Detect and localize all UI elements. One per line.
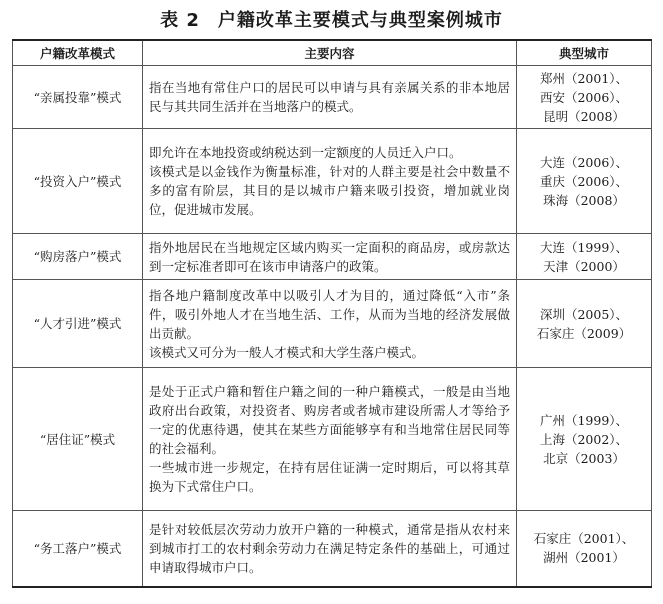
city-entry: 湖州（2001）	[543, 550, 625, 566]
content-paragraph: 即允许在本地投资或纳税达到一定额度的人员迁入户口。	[149, 145, 462, 160]
table-row	[13, 66, 652, 129]
city-entry: 大连（1999）、	[539, 239, 629, 255]
row-content	[143, 66, 517, 129]
table-title	[0, 6, 663, 32]
content-paragraph: 指在当地有常住户口的居民可以申请与具有亲属关系的非本地居民与其共同生活并在当地落户的模式。	[149, 80, 510, 114]
city-entry: 上海（2002）、	[539, 431, 629, 447]
row-cities	[517, 511, 652, 587]
table-number: 表 2	[160, 10, 200, 31]
content-paragraph: 是针对较低层次劳动力放开户籍的一种模式，通常是指从农村来到城市打工的农村剩余劳动力在满足特定条件的基础上，可通过申请取得城市户口。	[149, 521, 510, 575]
header-mode: 户籍改革模式	[13, 40, 143, 66]
table-row	[13, 280, 652, 368]
row-cities	[517, 280, 652, 368]
header-row	[13, 40, 652, 66]
city-entry: 深圳（2005）、	[539, 306, 629, 322]
row-mode: “购房落户”模式	[13, 234, 143, 280]
content-paragraph: 指各地户籍制度改革中以吸引人才为目的，通过降低“入市”条件，吸引外地人才在当地生活、工作，从而为当地的经济发展做出贡献。	[149, 287, 510, 341]
row-content	[143, 511, 517, 587]
reform-modes-table	[12, 39, 652, 588]
table-row	[13, 511, 652, 587]
city-entry: 石家庄（2009）	[536, 325, 632, 341]
row-mode: “人才引进”模式	[13, 280, 143, 368]
row-cities	[517, 129, 652, 234]
city-entry: 珠海（2008）	[543, 192, 625, 208]
row-content	[143, 129, 517, 234]
table-row	[13, 234, 652, 280]
table-row	[13, 368, 652, 511]
city-entry: 大连（2006）、	[539, 154, 629, 170]
row-content	[143, 280, 517, 368]
city-entry: 重庆（2006）、	[539, 173, 629, 189]
row-content	[143, 234, 517, 280]
content-paragraph: 是处于正式户籍和暂住户籍之间的一种户籍模式，一般是由当地政府出台政策，对投资者、购房者或者城市建设所需人才等给予一定的优惠待遇，使其在某些方面能够享有和当地常住居民同等的社会福利。	[149, 384, 510, 456]
row-mode: “务工落户”模式	[13, 511, 143, 587]
row-cities	[517, 368, 652, 511]
header-content: 主要内容	[143, 40, 517, 66]
city-entry: 郑州（2001）、	[539, 70, 629, 86]
city-entry: 北京（2003）	[543, 450, 625, 466]
city-entry: 天津（2000）	[543, 258, 625, 274]
row-mode: “亲属投靠”模式	[13, 66, 143, 129]
content-paragraph: 该模式又可分为一般人才模式和大学生落户模式。	[149, 344, 425, 360]
row-content	[143, 368, 517, 511]
row-cities	[517, 66, 652, 129]
table-title-text: 户籍改革主要模式与典型案例城市	[217, 10, 503, 31]
city-entry: 石家庄（2001）、	[533, 531, 635, 547]
row-cities	[517, 234, 652, 280]
city-entry: 广州（1999）、	[539, 412, 629, 428]
content-paragraph: 一些城市进一步规定，在持有居住证满一定时期后，可以将其草换为下式常住户口。	[149, 460, 510, 494]
table-row	[13, 129, 652, 234]
row-mode: “投资入户”模式	[13, 129, 143, 234]
city-entry: 西安（2006）、	[539, 89, 629, 105]
city-entry: 昆明（2008）	[543, 108, 625, 124]
row-mode: “居住证”模式	[13, 368, 143, 511]
content-paragraph: 该模式是以金钱作为衡量标准，针对的人群主要是社会中数量不多的富有阶层，其目的是以城市户籍来吸引投资，增加就业岗位，促进城市发展。	[149, 164, 510, 217]
header-cities: 典型城市	[517, 40, 652, 66]
content-paragraph: 指外地居民在当地规定区域内购买一定面积的商品房，或房款达到一定标准者即可在该市申请落户的政策。	[149, 239, 510, 274]
